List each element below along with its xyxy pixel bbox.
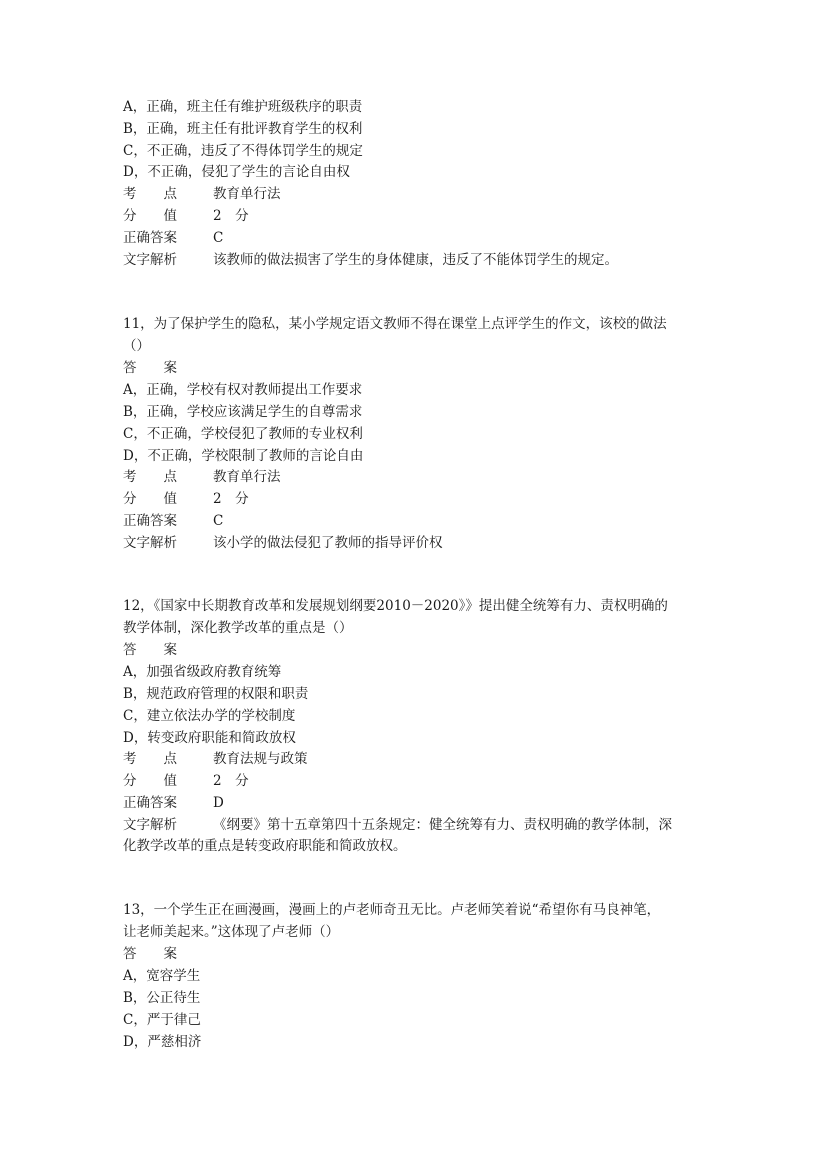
q12-kaodian-label: 考 点 (123, 751, 177, 767)
q11-option-b: B，正确，学校应该满足学生的自尊需求 (123, 404, 363, 420)
q10-fenzhi-value: 2 分 (213, 208, 249, 224)
q10-answer-label: 正确答案 (123, 230, 177, 246)
q12-fenzhi-row (123, 771, 249, 791)
q11-option-c: C，不正确，学校侵犯了教师的专业权利 (123, 426, 363, 442)
q10-fenzhi-row (123, 206, 249, 226)
q11-fenzhi-label: 分 值 (123, 491, 177, 507)
q13-option-d: D，严慈相济 (123, 1034, 202, 1050)
q10-option-b: B，正确，班主任有批评教育学生的权利 (123, 121, 363, 137)
q12-stem-line2: 教学体制，深化教学改革的重点是（） (123, 620, 353, 636)
q11-answer-value: C (213, 513, 224, 529)
q10-option-c: C，不正确，违反了不得体罚学生的规定 (123, 143, 363, 159)
q11-fenzhi-value: 2 分 (213, 491, 249, 507)
q12-jiexi-value-line1: 《纲要》第十五章第四十五条规定：健全统筹有力、责权明确的教学体制，深 (213, 817, 672, 833)
q13-stem-line1: 13，一个学生正在画漫画，漫画上的卢老师奇丑无比。卢老师笑着说“希望你有马良神笔， (123, 902, 661, 918)
q12-option-d: D，转变政府职能和简政放权 (123, 730, 296, 746)
q12-option-b: B，规范政府管理的权限和职责 (123, 686, 309, 702)
q12-kaodian-row (123, 749, 308, 769)
q10-option-d: D，不正确，侵犯了学生的言论自由权 (123, 164, 350, 180)
q12-stem-line1: 12，《国家中长期教育改革和发展规划纲要2010－2020》》提出健全统筹有力、责权明确的 (123, 598, 668, 614)
q10-kaodian-label: 考 点 (123, 186, 177, 202)
q12-answer-label: 正确答案 (123, 795, 177, 811)
q13-answer-heading: 答 案 (123, 946, 177, 962)
q10-kaodian-row (123, 184, 281, 204)
q10-jiexi-row (123, 250, 618, 270)
q13-option-b: B，公正待生 (123, 990, 201, 1006)
q11-kaodian-row (123, 467, 281, 487)
q12-fenzhi-label: 分 值 (123, 773, 177, 789)
q10-option-a: A，正确，班主任有维护班级秩序的职责 (123, 99, 363, 115)
q11-kaodian-value: 教育单行法 (213, 469, 281, 485)
q10-answer-value: C (213, 230, 224, 246)
q12-answer-heading: 答 案 (123, 642, 177, 658)
q11-kaodian-label: 考 点 (123, 469, 177, 485)
q12-jiexi-row (123, 815, 672, 835)
q10-answer-row (123, 228, 223, 248)
q12-jiexi-label: 文字解析 (123, 817, 177, 833)
q11-stem-line2: （） (123, 338, 150, 354)
q12-answer-row (123, 793, 224, 813)
q10-jiexi-label: 文字解析 (123, 252, 177, 268)
q11-fenzhi-row (123, 489, 249, 509)
q12-fenzhi-value: 2 分 (213, 773, 249, 789)
q10-jiexi-value: 该教师的做法损害了学生的身体健康，违反了不能体罚学生的规定。 (213, 252, 618, 268)
q10-kaodian-value: 教育单行法 (213, 186, 281, 202)
q11-answer-heading: 答 案 (123, 360, 177, 376)
q12-kaodian-value: 教育法规与政策 (213, 751, 308, 767)
q13-option-c: C，严于律己 (123, 1012, 201, 1028)
q11-stem-line1: 11，为了保护学生的隐私，某小学规定语文教师不得在课堂上点评学生的作文，该校的做法 (123, 316, 667, 332)
q12-jiexi-value-line2: 化教学改革的重点是转变政府职能和简政放权。 (123, 838, 407, 854)
q11-answer-label: 正确答案 (123, 513, 177, 529)
q11-jiexi-row (123, 533, 443, 553)
q11-answer-row (123, 511, 223, 531)
q11-option-a: A，正确，学校有权对教师提出工作要求 (123, 382, 363, 398)
q12-option-c: C，建立依法办学的学校制度 (123, 708, 296, 724)
q10-fenzhi-label: 分 值 (123, 208, 177, 224)
q13-option-a: A，宽容学生 (123, 968, 201, 984)
q12-answer-value: D (213, 795, 224, 811)
q11-jiexi-label: 文字解析 (123, 535, 177, 551)
q13-stem-line2: 让老师美起来。”这体现了卢老师（） (123, 924, 340, 940)
q11-option-d: D，不正确，学校限制了教师的言论自由 (123, 448, 364, 464)
q11-jiexi-value: 该小学的做法侵犯了教师的指导评价权 (213, 535, 443, 551)
q12-option-a: A，加强省级政府教育统筹 (123, 664, 282, 680)
